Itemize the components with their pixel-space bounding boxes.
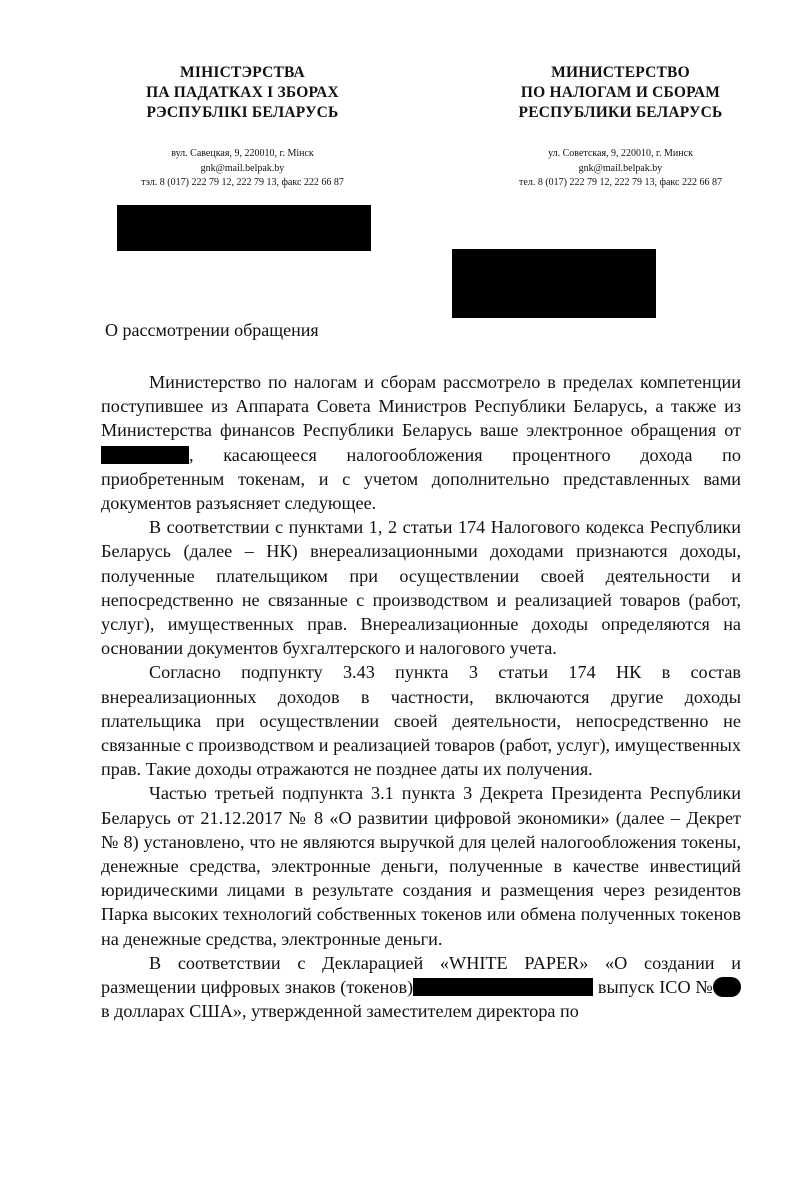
header-right (478, 63, 763, 191)
address-block (100, 147, 385, 191)
paragraph-5 (101, 951, 741, 1024)
paragraph-5-text-a: В соответствии с Декларацией «WHITE PAPER» «О создании и размещении цифровых знаков (токенов) (101, 952, 741, 998)
paragraph-1 (101, 370, 741, 515)
redaction-box-outgoing-ref (117, 205, 371, 251)
paragraph-5-text-b: выпуск ICO № (593, 977, 713, 998)
paragraph-3: Согласно подпункту 3.43 пункта 3 статьи 174 НК в состав внереализационных доходов в частности, включаются другие доходы плательщика при осуществлении своей деятельности, непосредственно не связанные с производством и реализацией товаров (работ, услуг), имущественных прав. Такие доходы отражаются не позднее даты их получения. (101, 662, 741, 780)
paragraph-1-text-a: Министерство по налогам и сборам рассмотрело в пределах компетенции поступившее из Аппарата Совета Министров Республики Беларусь, а также из Министерства финансов Республики Беларусь ваше электронное обращения от (101, 372, 741, 441)
org-name-line2: ПА ПАДАТКАХ І ЗБОРАХ (146, 84, 339, 101)
address: ул. Советская, 9, 220010, г. Минск (548, 148, 693, 159)
org-name-line3: РЕСПУБЛИКИ БЕЛАРУСЬ (518, 104, 723, 121)
paragraph-2: В соответствии с пунктами 1, 2 статьи 174 Налогового кодекса Республики Беларусь (далее – НК) внереализационными доходами признаются доходы, полученные плательщиком при осуществлении своей деятельности и непосредственно не связанные с производством и реализацией товаров (работ, услуг), имущественных прав. Внереализационные доходы определяются на основании документов бухгалтерского и налогового учета. (101, 517, 741, 659)
org-name-line3: РЭСПУБЛІКІ БЕЛАРУСЬ (146, 104, 339, 121)
phones: тел. 8 (017) 222 79 12, 222 79 13, факс 222 66 87 (519, 177, 722, 188)
redaction-inline-issuer (413, 978, 593, 996)
address: вул. Савецкая, 9, 220010, г. Мінск (171, 148, 314, 159)
redaction-box-recipient (452, 249, 656, 318)
letter-body (101, 370, 741, 1023)
email: gnk@mail.belpak.by (200, 162, 285, 174)
org-name-line1: МИНИСТЕРСТВО (551, 64, 690, 81)
paragraph-4: Частью третьей подпункта 3.1 пункта 3 Декрета Президента Республики Беларусь от 21.12.2017 № 8 «О развитии цифровой экономики» (далее – Декрет № 8) установлено, что не являются выручкой для целей налогообложения токены, денежные средства, электронные деньги, полученные в качестве инвестиций юридическими лицами в результате создания и размещения через резидентов Парка высоких технологий собственных токенов или обмена полученных токенов на денежные средства, электронные деньги. (101, 783, 741, 949)
email: gnk@mail.belpak.by (578, 162, 663, 174)
org-name-line2: ПО НАЛОГАМ И СБОРАМ (520, 84, 721, 101)
header-left (100, 63, 385, 191)
org-name-line1: МІНІСТЭРСТВА (180, 64, 305, 81)
redaction-inline-number (713, 977, 741, 997)
paragraph-1-text-b: , касающееся налогообложения процентного дохода по приобретенным токенам, и с учетом дополнительно представленных вами документов разъясняет следующее. (101, 444, 741, 514)
redaction-inline-date (101, 446, 189, 464)
paragraph-5-text-c: в долларах США», утвержденной заместителем директора по (101, 1001, 579, 1022)
phones: тэл. 8 (017) 222 79 12, 222 79 13, факс 222 66 87 (141, 177, 344, 188)
subject-line: О рассмотрении обращения (105, 320, 319, 340)
address-block (478, 147, 763, 191)
